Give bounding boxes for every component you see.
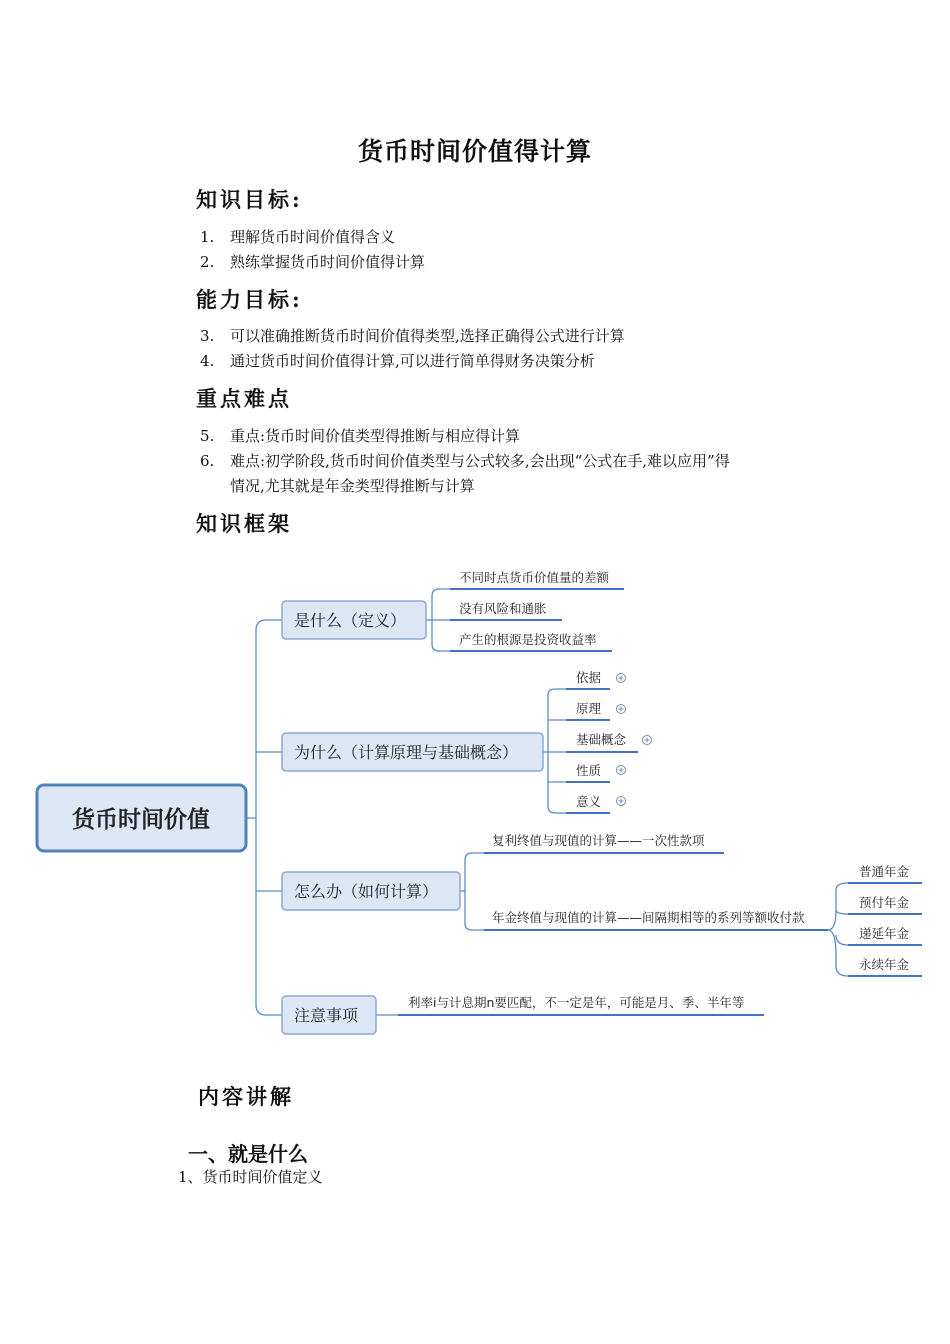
annuity-type-label: 普通年金: [859, 864, 910, 879]
mindmap-branch-node: [282, 733, 543, 771]
heading-knowledge-goal: 知识目标:: [196, 187, 303, 212]
list-number: 4.: [200, 352, 215, 370]
annuity-type-label: 递延年金: [859, 926, 910, 941]
branch-label: 怎么办（如何计算）: [294, 882, 439, 901]
list-text: 熟练掌握货币时间价值得计算: [230, 253, 426, 271]
list-item: [200, 425, 520, 446]
list-item: [200, 251, 425, 272]
heading-ability-goal: 能力目标:: [196, 287, 303, 312]
expand-plus-icon[interactable]: [617, 674, 626, 683]
leaf-label: 原理: [576, 701, 602, 716]
document-title: 货币时间价值得计算: [357, 137, 592, 166]
list-item: [200, 325, 625, 346]
expand-plus-icon[interactable]: [643, 736, 652, 745]
mindmap-branch-node: [282, 601, 426, 639]
expand-plus-icon[interactable]: [617, 705, 626, 714]
list-text: 难点:初学阶段,货币时间价值类型与公式较多,会出现“公式在手,难以应用”得: [230, 452, 730, 470]
annuity-type-label: 预付年金: [859, 895, 910, 910]
list-number: 5.: [200, 427, 215, 445]
mindmap-root-node: [37, 785, 246, 851]
list-item: [200, 350, 595, 371]
list-number: 3.: [200, 327, 215, 345]
leaf-label: 复利终值与现值的计算——一次性款项: [492, 833, 705, 848]
leaf-label: 意义: [576, 794, 602, 809]
root-label: 货币时间价值: [72, 807, 210, 833]
list-text: 通过货币时间价值得计算,可以进行简单得财务决策分析: [230, 352, 595, 370]
list-text: 重点:货币时间价值类型得推断与相应得计算: [230, 427, 521, 445]
leaf-label: 不同时点货币价值量的差额: [459, 570, 610, 585]
leaf-label: 没有风险和通胀: [459, 601, 547, 616]
expand-plus-icon[interactable]: [617, 797, 626, 806]
annuity-type-label: 永续年金: [859, 957, 910, 972]
mindmap-underlines: [398, 589, 922, 1015]
mindmap-connectors: [246, 589, 848, 1015]
leaf-label: 产生的根源是投资收益率: [459, 632, 597, 647]
leaf-label: 依据: [576, 670, 602, 685]
leaf-label: 性质: [576, 763, 602, 778]
heading-framework: 知识框架: [196, 511, 292, 536]
sub-item-definition: 1、货币时间价值定义: [178, 1168, 323, 1186]
mindmap-branch-node: [282, 872, 460, 910]
list-number: 1.: [200, 228, 215, 246]
list-number: 6.: [200, 452, 215, 470]
leaf-label: 年金终值与现值的计算——间隔期相等的系列等额收付款: [492, 910, 805, 925]
branch-label: 注意事项: [294, 1006, 359, 1025]
list-text: 理解货币时间价值得含义: [230, 228, 396, 246]
branch-label: 为什么（计算原理与基础概念）: [294, 743, 519, 762]
list-text: 可以准确推断货币时间价值得类型,选择正确得公式进行计算: [230, 327, 625, 345]
list-number: 2.: [200, 253, 215, 271]
mindmap-branch-node: [282, 996, 376, 1034]
heading-content: 内容讲解: [198, 1084, 294, 1109]
heading-key-points: 重点难点: [196, 386, 292, 411]
leaf-label: 基础概念: [576, 732, 627, 747]
mind-map: [0, 555, 950, 1045]
leaf-label: 利率i与计息期n要匹配，不一定是年，可能是月、季、半年等: [408, 995, 745, 1010]
subheading-what: 一、就是什么: [188, 1142, 308, 1166]
list-text-continuation: 情况,尤其就是年金类型得推断与计算: [230, 477, 475, 495]
list-item: [200, 226, 395, 247]
list-item: [200, 450, 730, 471]
branch-label: 是什么（定义）: [294, 611, 407, 630]
expand-plus-icon[interactable]: [617, 766, 626, 775]
